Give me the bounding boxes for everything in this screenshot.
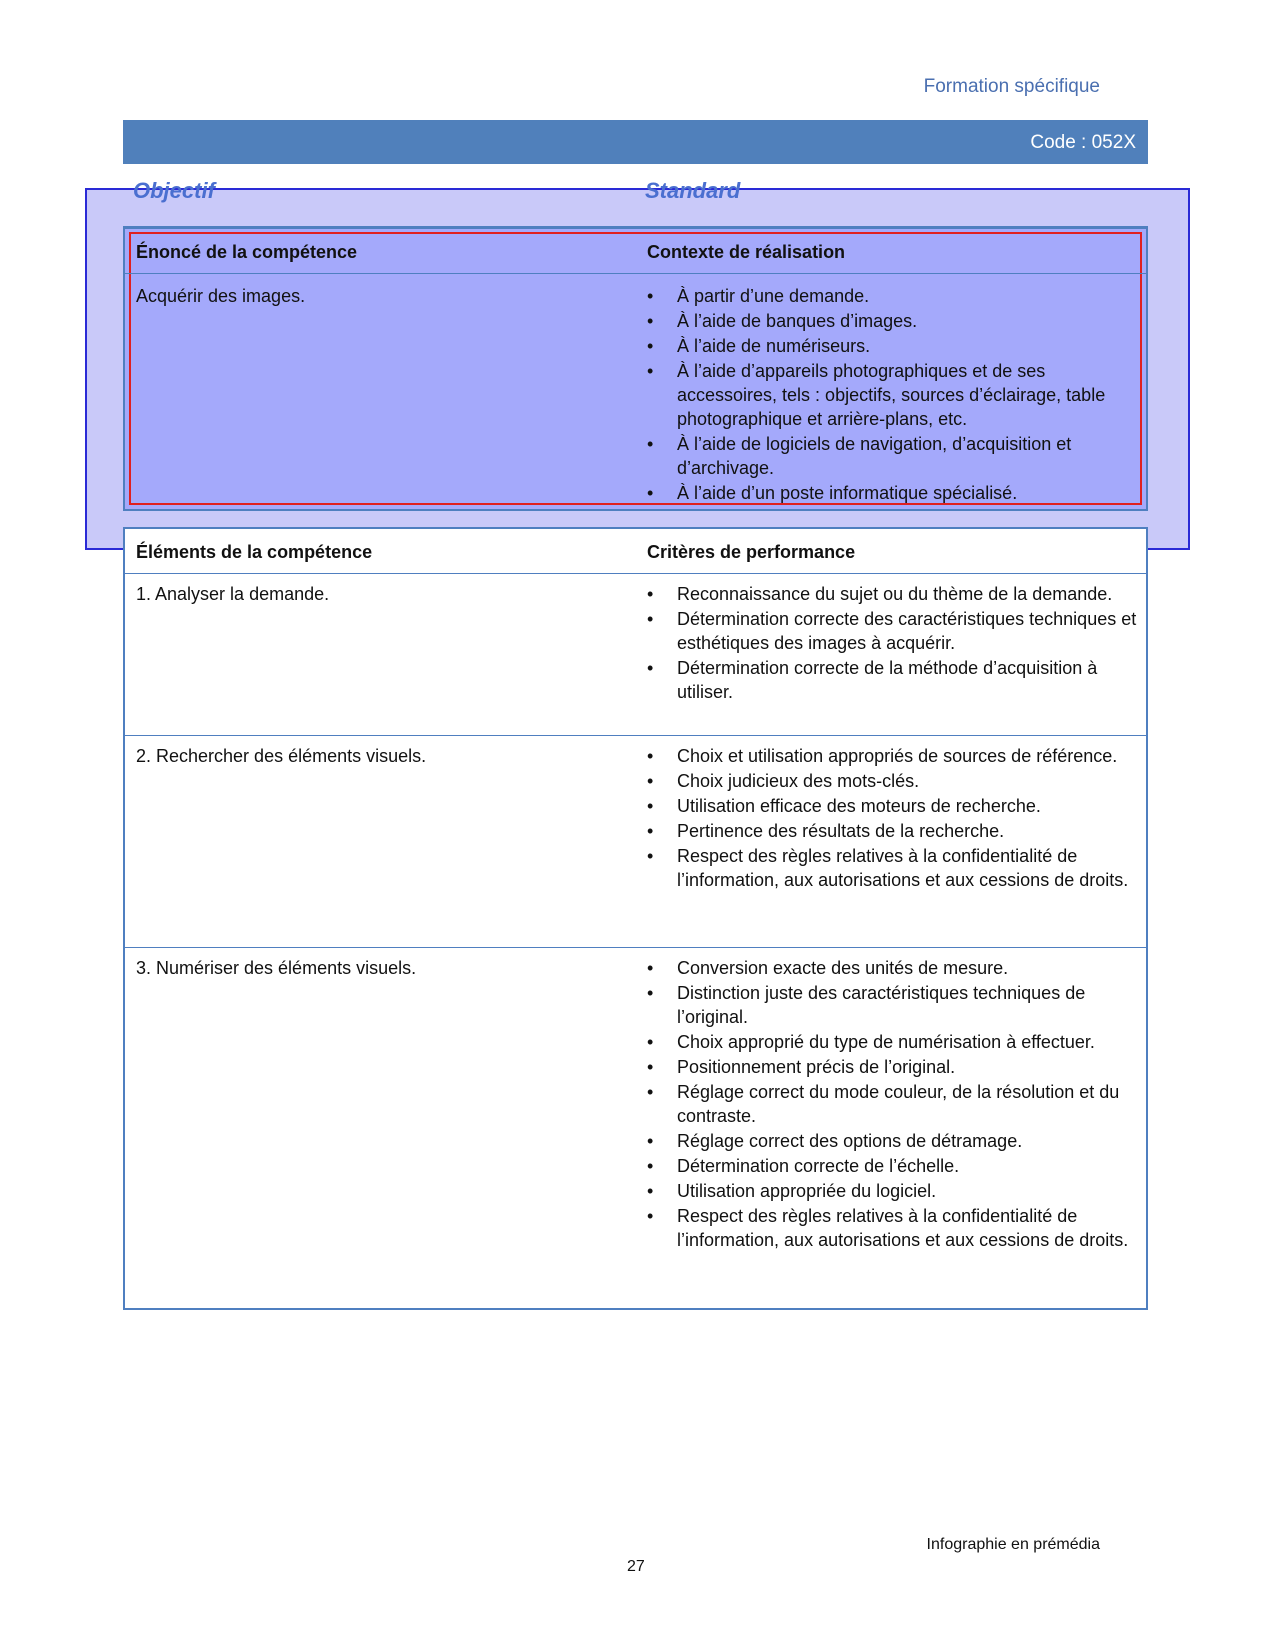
criteria-list (647, 956, 1138, 1252)
col-header-elements: Éléments de la compétence (136, 542, 373, 562)
table-row (125, 735, 1146, 947)
criteria-list (647, 582, 1138, 704)
footer-program-name: Infographie en prémédia (926, 1536, 1100, 1553)
list-item: • À l’aide de numériseurs. (647, 334, 1138, 358)
list-item: • À l’aide de banques d’images. (647, 309, 1138, 333)
list-item: • Utilisation appropriée du logiciel. (647, 1179, 1138, 1203)
list-item: • Distinction juste des caractéristiques techniques de l’original. (647, 981, 1138, 1029)
list-item: • Choix approprié du type de numérisation à effectuer. (647, 1030, 1138, 1054)
criteria-table (123, 527, 1148, 1310)
list-item: • Conversion exacte des unités de mesure. (647, 956, 1138, 980)
list-item: • À l’aide de logiciels de navigation, d’acquisition et d’archivage. (647, 432, 1138, 480)
course-code: Code : 052X (1030, 132, 1136, 153)
competence-table (123, 226, 1148, 511)
table-row (125, 947, 1146, 1308)
list-item: • Choix et utilisation appropriés de sources de référence. (647, 744, 1138, 768)
enonce-text: Acquérir des images. (136, 286, 306, 306)
list-item: • À l’aide d’un poste informatique spécialisé. (647, 481, 1138, 505)
list-item: • Utilisation efficace des moteurs de recherche. (647, 794, 1138, 818)
table-row (125, 274, 1146, 504)
table-header-row (125, 228, 1146, 274)
list-item: • À partir d’une demande. (647, 284, 1138, 308)
criteria-list-container (647, 956, 1138, 1253)
table-header-row (125, 529, 1146, 573)
section-objectif-title: Objectif (133, 178, 215, 203)
criteria-list-container (647, 744, 1138, 893)
list-item: • Réglage correct du mode couleur, de la résolution et du contraste. (647, 1080, 1138, 1128)
list-item: • Positionnement précis de l’original. (647, 1055, 1138, 1079)
list-item: • Choix judicieux des mots-clés. (647, 769, 1138, 793)
col-header-criteres: Critères de performance (647, 542, 856, 562)
list-item: • Réglage correct des options de détramage. (647, 1129, 1138, 1153)
criteria-list-container (647, 582, 1138, 705)
table-row (125, 573, 1146, 735)
list-item: • Respect des règles relatives à la confidentialité de l’information, aux autorisations et aux cessions de droits. (647, 1204, 1138, 1252)
element-3: 3. Numériser des éléments visuels. (136, 958, 417, 978)
list-item: • Pertinence des résultats de la recherche. (647, 819, 1138, 843)
list-item: • Détermination correcte de l’échelle. (647, 1154, 1138, 1178)
col-header-contexte: Contexte de réalisation (647, 242, 846, 262)
list-item: • Détermination correcte des caractéristiques techniques et esthétiques des images à acquérir. (647, 607, 1138, 655)
code-bar (123, 120, 1148, 164)
page-number: 27 (627, 1558, 645, 1575)
section-standard-title: Standard (645, 178, 741, 203)
col-header-enonce: Énoncé de la compétence (136, 242, 358, 262)
criteria-list (647, 744, 1138, 892)
list-item: • Détermination correcte de la méthode d’acquisition à utiliser. (647, 656, 1138, 704)
list-item: • Respect des règles relatives à la confidentialité de l’information, aux autorisations et aux cessions de droits. (647, 844, 1138, 892)
list-item: • Reconnaissance du sujet ou du thème de la demande. (647, 582, 1138, 606)
element-2: 2. Rechercher des éléments visuels. (136, 746, 427, 766)
program-header: Formation spécifique (923, 76, 1100, 97)
contexte-list (647, 284, 1138, 505)
list-item: • À l’aide d’appareils photographiques et de ses accessoires, tels : objectifs, sources d’éclairage, table photographique et arrière-plans, etc. (647, 359, 1138, 431)
element-1: 1. Analyser la demande. (136, 584, 330, 604)
contexte-list-container (647, 284, 1138, 506)
